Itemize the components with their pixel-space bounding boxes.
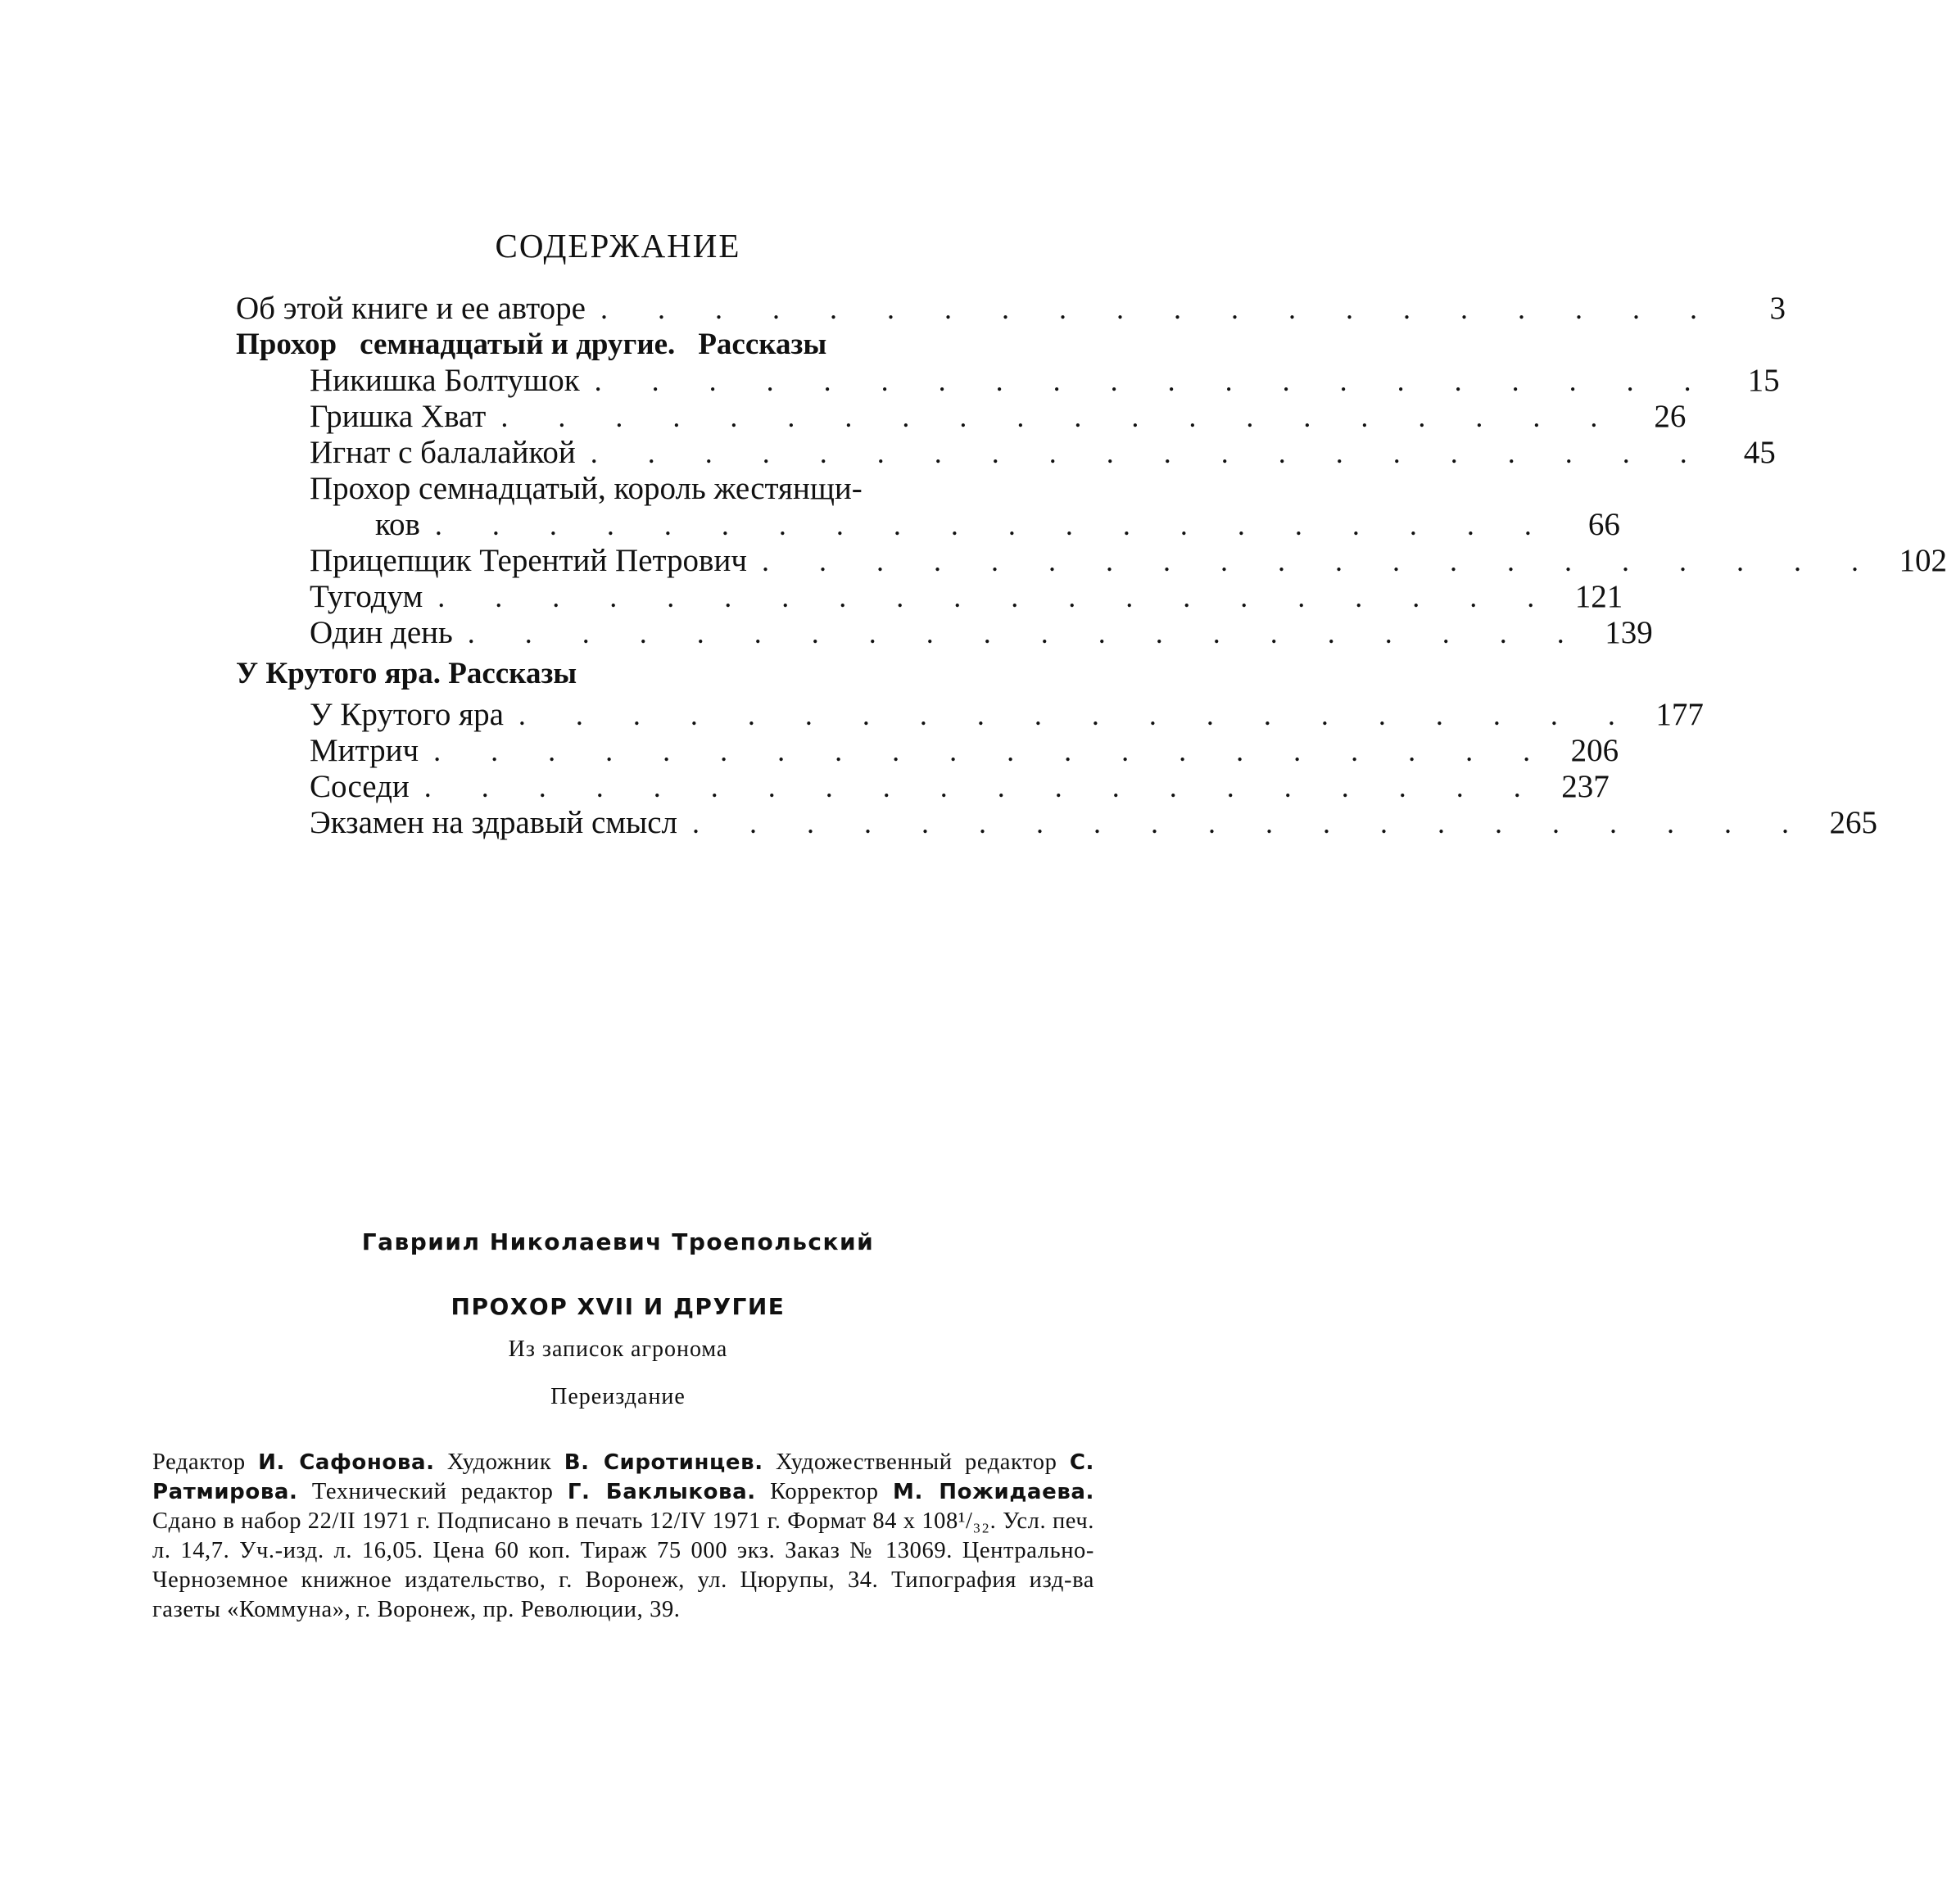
toc-entry-title: Игнат с балалайкой: [310, 435, 576, 470]
toc-section-heading: [236, 656, 1014, 692]
toc-leader-dots: . . . . . . . . . . . . . . . . . . . .: [500, 400, 1619, 433]
author-name: Гавриил Николаевич Троепольский: [361, 1228, 875, 1255]
toc-entry-title: Один день: [310, 615, 453, 650]
credit-label: Редактор: [152, 1449, 246, 1475]
toc-entry-page: 66: [1587, 507, 1620, 542]
toc-leader-dots: . . . . . . . . . . . . . . . . . . . .: [433, 735, 1552, 767]
toc-entry-page: 237: [1561, 769, 1610, 804]
credit-name: В. Сиротинцев.: [564, 1450, 763, 1475]
credit-name: С. Ратмирова.: [152, 1450, 1095, 1504]
toc-entry-title: Гришка Хват: [310, 399, 487, 434]
credit-label: Корректор: [770, 1479, 879, 1504]
toc-leader-dots: . . . . . . . . . . . . . . . . . . . .: [518, 699, 1637, 731]
toc-entry-first-line: [236, 471, 1014, 507]
print-details: Сдано в набор 22/II 1971 г. Подписано в печать 12/IV 1971 г. Формат 84 x 108¹/₃₂. Усл. печ. л. 14,7. Уч.-изд. л. 16,05. Цена 60 коп. Тираж 75 000 экз. Заказ № 13069. Центрально-Черноземное книжное издательство, г. Воронеж, ул. Цюрупы, 34. Типография изд-ва газеты «Коммуна», г. Воронеж, пр. Революции, 39.: [152, 1508, 1094, 1622]
toc-section-part: Прохор: [236, 328, 337, 361]
edition-note: Переиздание: [550, 1384, 686, 1409]
toc-entry-title: Тугодум: [310, 579, 423, 614]
toc-entry-page: 206: [1570, 733, 1619, 768]
toc-entry-title: Экзамен на здравый смысл: [310, 805, 677, 840]
toc-entry-page: 45: [1743, 435, 1776, 470]
toc-leader-dots: . . . . . . . . . . . . . . . . . . . .: [600, 292, 1718, 325]
toc-section-title: У Крутого яра. Рассказы: [236, 657, 577, 690]
toc-entry-page: 139: [1605, 615, 1653, 650]
toc-entry: [236, 363, 1780, 399]
toc-leader-dots: . . . . . . . . . . . . . . . . . . . .: [437, 581, 1556, 613]
toc-entry-page: 3: [1769, 291, 1786, 326]
toc-entry-title: Соседи: [310, 769, 410, 804]
toc-leader-dots: . . . . . . . . . . . . . . . . . . . .: [594, 364, 1713, 397]
toc-entry: [236, 543, 1947, 579]
toc-entry-page: 26: [1654, 399, 1687, 434]
toc-leader-dots: . . . . . . . . . . . . . . . . . . . .: [467, 617, 1586, 649]
toc-entry: [236, 435, 1776, 471]
toc-entry-title: У Крутого яра: [310, 697, 504, 732]
toc-entry: [236, 733, 1619, 769]
toc-entry-continuation: [236, 507, 1620, 543]
toc-entry: [236, 291, 1786, 327]
credit-name: Г. Баклыкова.: [567, 1480, 756, 1504]
toc-entry-title: Никишка Болтушок: [310, 363, 580, 398]
toc-leader-dots: . . . . . . . . . . . . . . . . . . . .: [692, 807, 1810, 839]
toc-section-part: семнадцатый и другие.: [360, 328, 676, 361]
imprint-block: [0, 1228, 1236, 1622]
credit-name: И. Сафонова.: [258, 1450, 435, 1475]
toc-entry: [236, 769, 1610, 805]
toc-entry-page: 265: [1829, 805, 1877, 840]
book-subtitle: Из записок агронома: [508, 1336, 728, 1362]
toc-leader-dots: . . . . . . . . . . . . . . . . . . . .: [423, 771, 1542, 803]
credit-label: Художник: [446, 1449, 552, 1475]
toc-entry: [236, 579, 1623, 615]
book-title: ПРОХОР XVII И ДРУГИЕ: [451, 1293, 786, 1320]
credit-name: М. Пожидаева.: [892, 1480, 1094, 1504]
toc-entry-page: 177: [1655, 697, 1704, 732]
toc-section-part: Рассказы: [698, 328, 827, 361]
toc-entry-page: 121: [1574, 579, 1623, 614]
toc-entry: [236, 805, 1877, 841]
toc-leader-dots: . . . . . . . . . . . . . . . . . . . .: [761, 545, 1880, 577]
toc-entry: [236, 615, 1653, 651]
table-of-contents: [236, 291, 1947, 841]
toc-leader-dots: . . . . . . . . . . . . . . . . . . . .: [590, 436, 1709, 469]
toc-section-heading: [236, 327, 1014, 363]
toc-heading: СОДЕРЖАНИЕ: [495, 227, 741, 265]
toc-entry-page: 102: [1899, 543, 1947, 578]
toc-entry: [236, 697, 1704, 733]
toc-leader-dots: . . . . . . . . . . . . . . . . . . . .: [434, 509, 1553, 541]
toc-entry-title: Прохор семнадцатый, король жестянщи-: [310, 471, 863, 506]
toc-entry-title: Об этой книге и ее авторе: [236, 291, 586, 326]
credit-label: Художественный редактор: [776, 1449, 1057, 1475]
credit-label: Технический редактор: [311, 1479, 554, 1504]
toc-entry-title: Митрич: [310, 733, 419, 768]
publication-credits: [152, 1448, 1094, 1625]
toc-entry-title: Прицепщик Терентий Петрович: [310, 543, 747, 578]
toc-entry-page: 15: [1747, 363, 1780, 398]
toc-entry: [236, 399, 1687, 435]
toc-entry-title-continuation: ков: [375, 507, 420, 542]
